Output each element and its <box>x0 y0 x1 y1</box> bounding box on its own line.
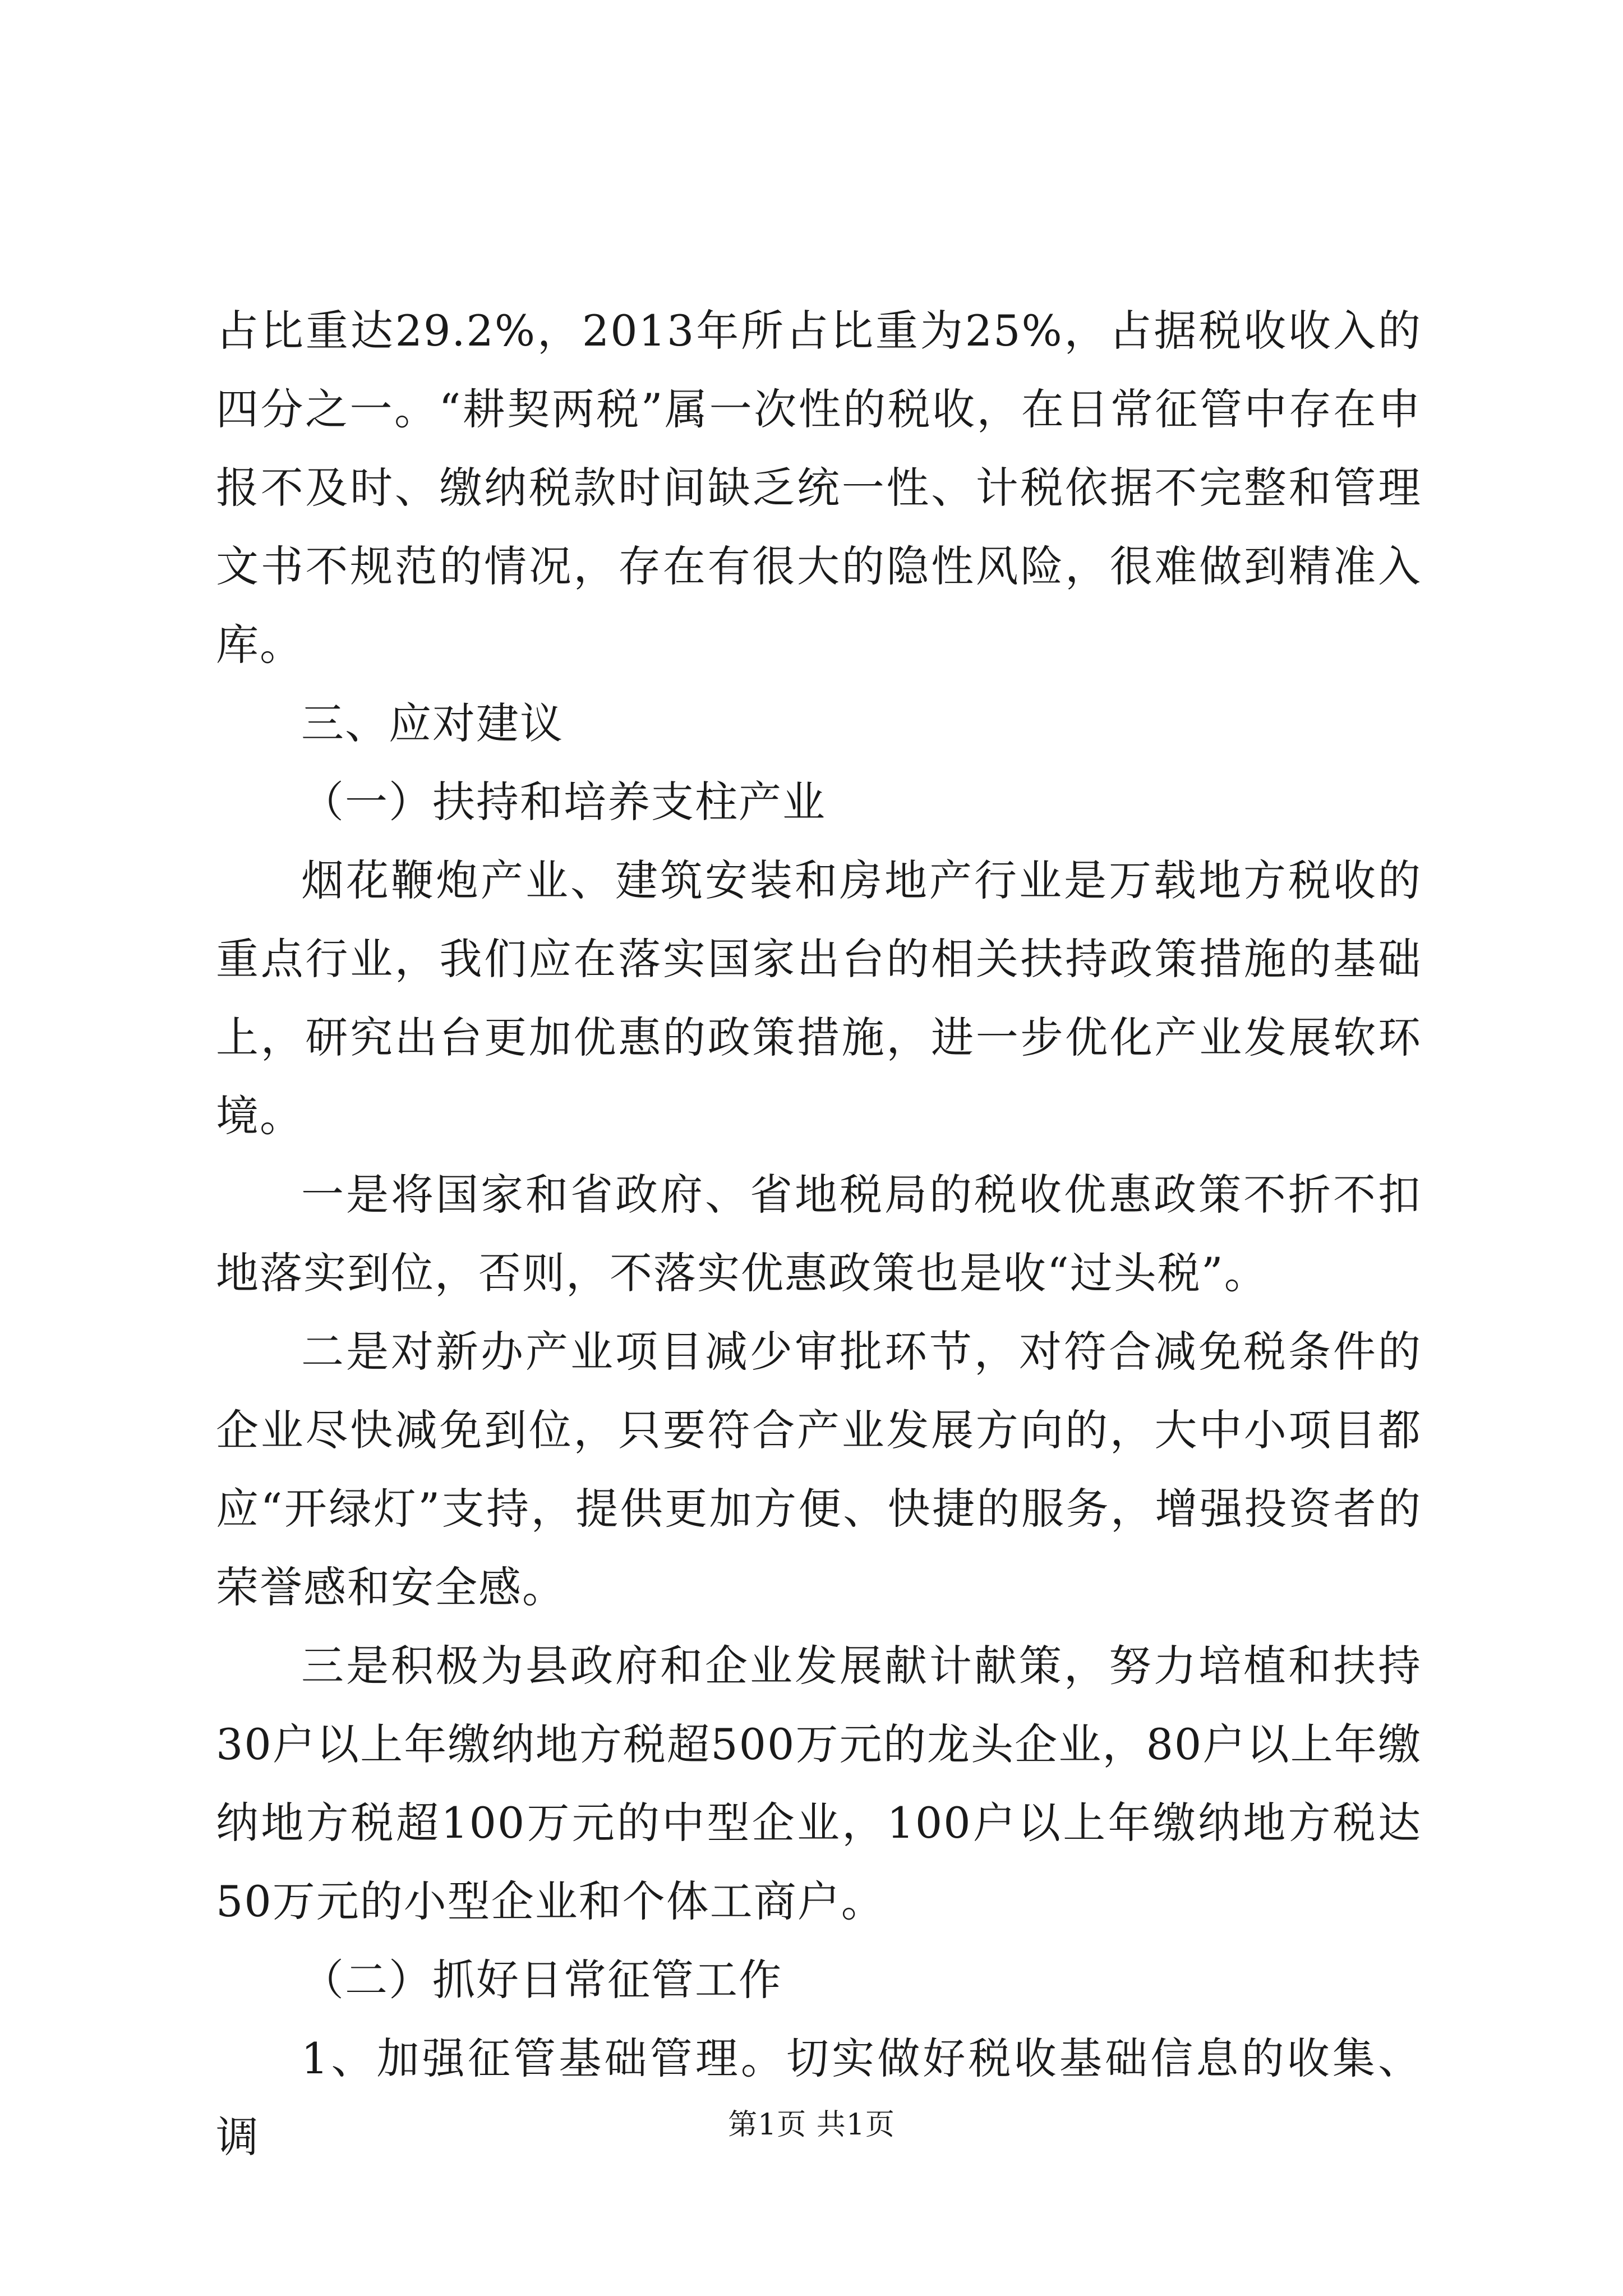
paragraph: 烟花鞭炮产业、建筑安装和房地产行业是万载地方税收的重点行业，我们应在落实国家出台的相关扶持政策措施的基础上，研究出台更加优惠的政策措施，进一步优化产业发展软环境。 <box>216 855 1422 1141</box>
paragraph: 一是将国家和省政府、省地税局的税收优惠政策不折不扣地落实到位，否则，不落实优惠政策也是收“过头税”。 <box>216 1170 1422 1298</box>
document-body <box>216 292 1422 2177</box>
paragraph: 1、加强征管基础管理。切实做好税收基础信息的收集、调 <box>216 2033 1422 2162</box>
subsection-heading: （一）扶持和培养支柱产业 <box>301 777 826 827</box>
paragraph: 三是积极为县政府和企业发展献计献策，努力培植和扶持30户以上年缴纳地方税超500万元的龙头企业，80户以上年缴纳地方税超100万元的中型企业，100户以上年缴纳地方税达50万元的小型企业和个体工商户。 <box>216 1641 1422 1926</box>
paragraph-continuation: 占比重达29.2%，2013年所占比重为25%，占据税收收入的四分之一。“耕契两税”属一次性的税收，在日常征管中存在申报不及时、缴纳税款时间缺乏统一性、计税依据不完整和管理文书不规范的情况，存在有很大的隐性风险，很难做到精准入库。 <box>216 306 1422 670</box>
subsection-heading: （二）抓好日常征管工作 <box>301 1955 782 2005</box>
section-heading: 三、应对建议 <box>301 698 564 748</box>
paragraph: 二是对新办产业项目减少审批环节，对符合减免税条件的企业尽快减免到位，只要符合产业发展方向的，大中小项目都应“开绿灯”支持，提供更加方便、快捷的服务，增强投资者的荣誉感和安全感。 <box>216 1327 1422 1612</box>
page-footer: 第1页 共1页 <box>728 2108 895 2142</box>
